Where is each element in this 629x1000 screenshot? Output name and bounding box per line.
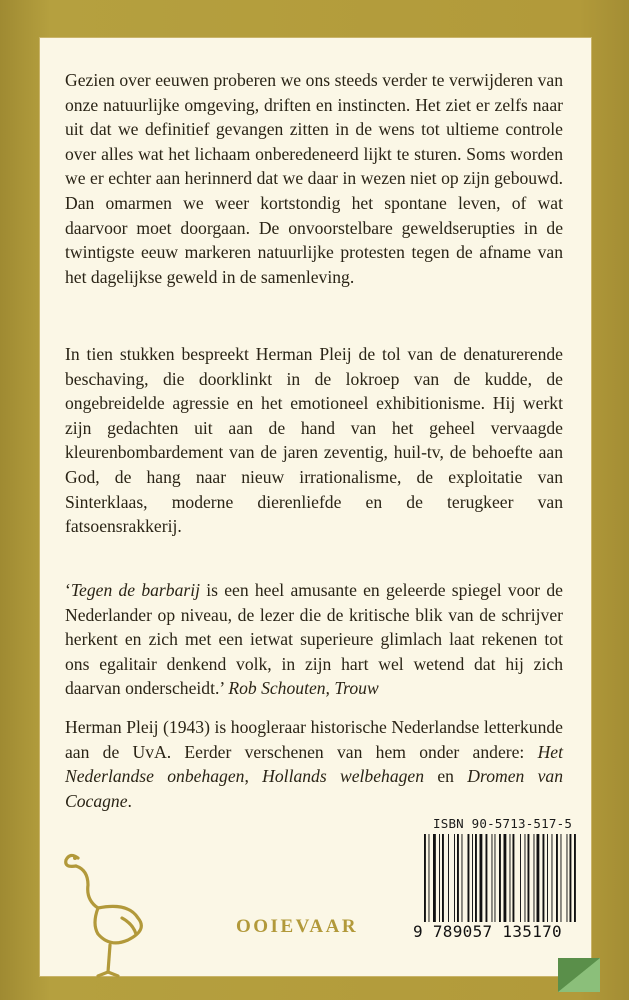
bio-text: Herman Pleij (1943) is hoogleraar historische Nederlandse letterkunde aan de UvA. Eerder verschenen van hem onder andere: [65,717,563,762]
bio-work-3: Dromen van Cocagne [65,766,564,811]
blurb-paragraph-1 [65,68,563,289]
barcode-bar [513,834,515,924]
barcode-bar [468,834,470,924]
barcode-bar [480,834,483,924]
barcode-bar [424,834,426,924]
barcode-bar [454,834,455,924]
barcode-bar [537,834,540,924]
barcode-bar [567,834,568,924]
quote-attribution: Rob Schouten, Trouw [228,678,379,699]
barcode-bar [561,834,562,924]
barcode-bar [439,834,440,924]
barcode-bar [547,834,548,924]
barcode-bar [472,834,473,924]
barcode-number: 9 789057 135170 [413,922,577,941]
barcode-bar [543,834,545,924]
blurb-text-1: Gezien over eeuwen proberen we ons steeds verder te verwijderen van onze natuurlijke omgeving, driften en instincten. Het ziet er zelfs naar uit dat we definitief gevangen zitten in de wens tot ultieme controle over alles wat het lichaam onberedeneerd lijkt te sturen. Soms worden we er echter aan herinnerd dat we daar in wezen niet op zijn gebouwd. Dan omarmen we weer kortstondig het spontane leven, of wat daarvoor moet doorgaan. De onvoorstelbare geweldserupties in de twintigste eeuw markeren natuurlijke protesten tegen de afname van het dagelijkse geweld in de samenleving. [65,70,563,287]
barcode-bar [448,834,449,924]
barcode-bar [574,834,576,924]
barcode-bar [504,834,507,924]
bio-work-2: Hollands welbehagen [262,766,425,787]
barcode-bar [552,834,553,924]
author-bio-text [65,715,563,813]
corner-sticker [558,958,600,992]
barcode-bar [492,834,493,924]
review-quote [65,578,563,701]
stork-logo-icon [58,830,158,980]
publisher-name: OOIEVAAR [236,916,359,937]
barcode-bar [510,834,511,924]
barcode-bar [486,834,488,924]
barcode-bar [570,834,572,924]
quoted-book-title: Tegen de barbarij [70,580,200,600]
barcode-bar [442,834,444,924]
bio-separator-1: , [244,766,263,787]
barcode-bar [534,834,535,924]
barcode-bar [525,834,526,924]
barcode-bar [429,834,430,924]
barcode-bar [495,834,496,924]
bio-separator-2: en [424,766,468,787]
author-bio [65,715,563,813]
review-quote-text [65,578,563,701]
bio-end: . [127,790,132,811]
bio-work-1: Het Nederlandse onbehagen [65,741,563,787]
quote-open-mark: ‘ [65,580,71,600]
barcode-bar [528,834,530,924]
barcode-bar [457,834,459,924]
isbn-label: ISBN 90-5713-517-5 [433,816,573,831]
barcode-bar [556,834,558,924]
barcode-bar [462,834,463,924]
barcode-bar [520,834,521,924]
blurb-paragraph-2 [65,342,563,539]
barcode-bar [499,834,501,924]
barcode-bar [433,834,436,924]
back-cover-panel [40,38,591,976]
quote-body: is een heel amusante en geleerde spiegel voor de Nederlander op niveau, de lezer die de kritische blik van de schrijver herkent en zich met een ietwat superieure glimlach laat rekenen tot ons egalitair denkend volk, in zijn hart wel wetend dat hij zich daarvan onderscheidt.’ [65,580,563,699]
blurb-text-2: In tien stukken bespreekt Herman Pleij de tol van de denaturerende beschaving, die doorklinkt in de lokroep van de kudde, de ongebreidelde agressie en het emotioneel exhibitionisme. Hij werkt zijn gedachten uit aan de hand van het geheel vervaagde kleurenbombardement van de jaren zeventig, huil-tv, de behoefte aan God, de hang naar nieuw irrationalisme, de exploitatie van Sinterklaas, moderne dierenliefde en de terugkeer van fatsoensrakkerij. [65,344,563,537]
barcode-bar [475,834,477,924]
